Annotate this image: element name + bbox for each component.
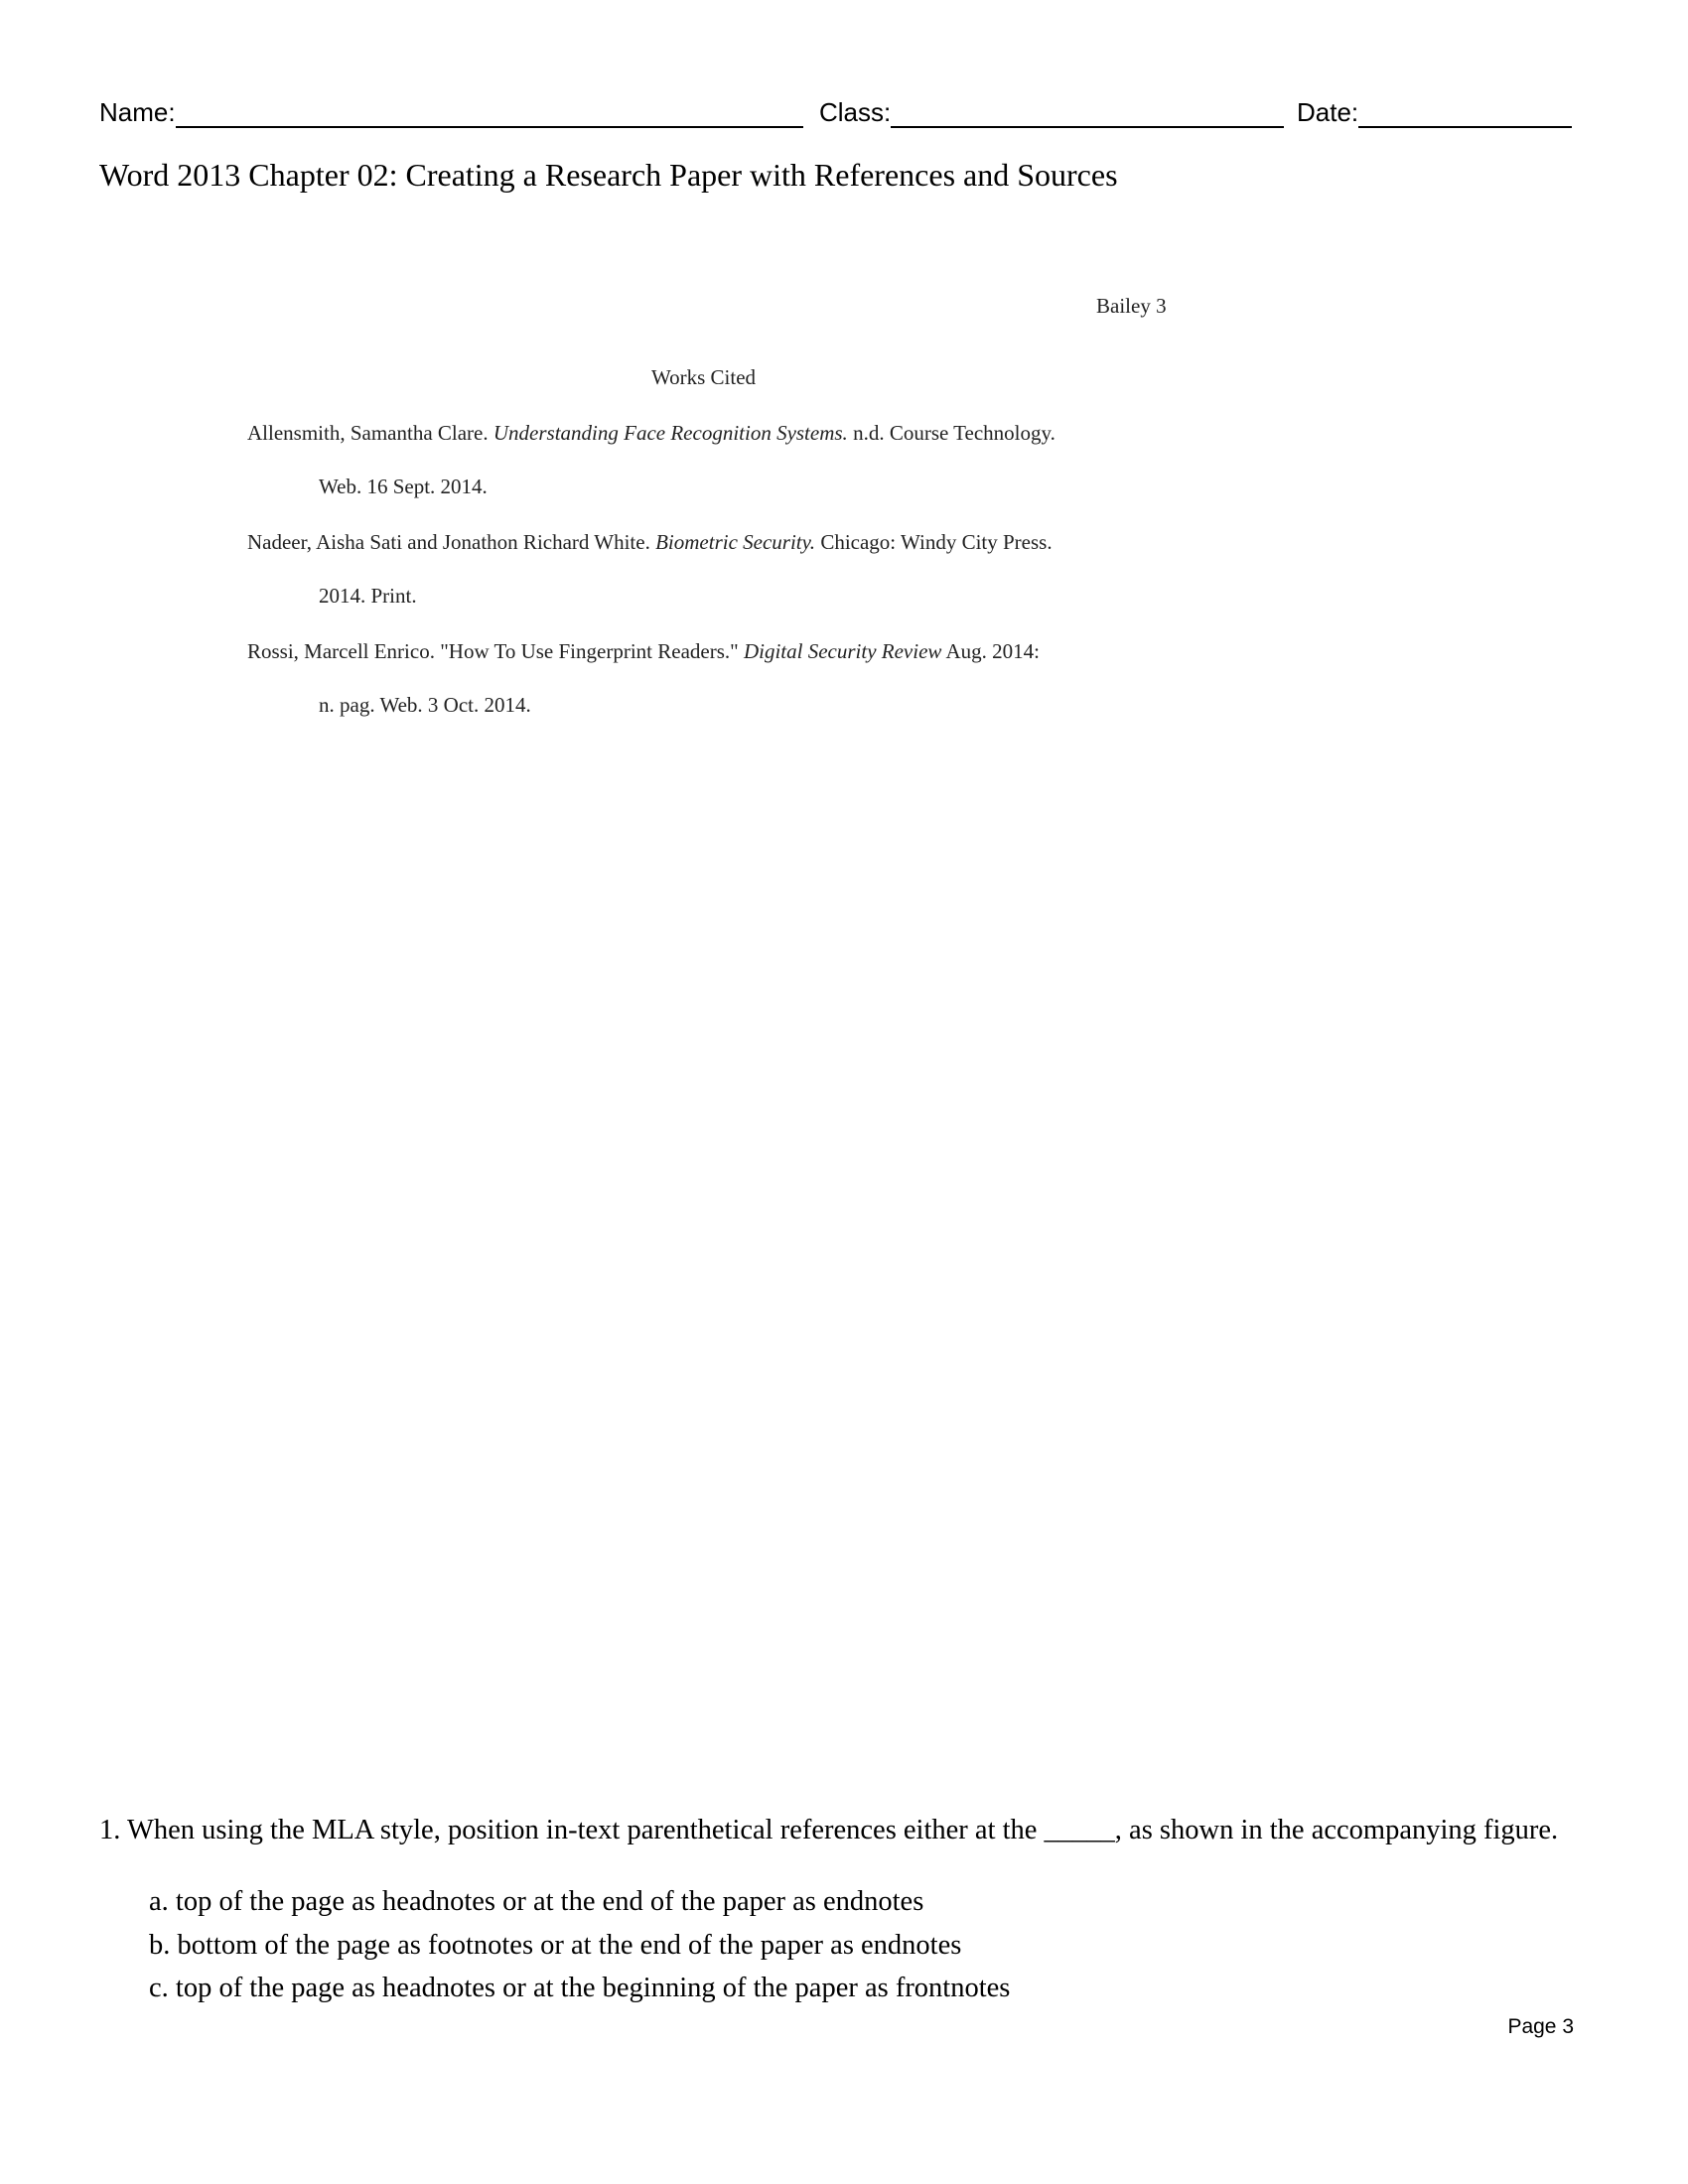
citation-title: Digital Security Review	[743, 639, 942, 663]
class-blank[interactable]	[891, 100, 1284, 128]
date-field[interactable]	[1297, 97, 1572, 128]
option-c[interactable]: c. top of the page as headnotes or at the beginning of the paper as frontnotes	[149, 1973, 1011, 2003]
citation-2-line2: 2014. Print.	[319, 584, 417, 608]
citation-text: Rossi, Marcell Enrico. "How To Use Fingerprint Readers."	[247, 639, 744, 663]
citation-title: Understanding Face Recognition Systems.	[492, 421, 848, 445]
page-number: Page 3	[1507, 2015, 1574, 2038]
name-blank[interactable]	[176, 100, 803, 128]
citation-3-line1	[247, 639, 1040, 664]
date-blank[interactable]	[1358, 100, 1572, 128]
citation-text: Aug. 2014:	[941, 639, 1040, 663]
date-label: Date:	[1297, 97, 1359, 127]
citation-text: Chicago: Windy City Press.	[815, 530, 1053, 554]
running-head: Bailey 3	[1096, 294, 1167, 318]
question-text: 1. When using the MLA style, position in-text parenthetical references either at the _____, as shown in the accompanying figure.	[99, 1815, 1559, 1845]
option-b[interactable]: b. bottom of the page as footnotes or at the end of the paper as endnotes	[149, 1930, 962, 1961]
name-field[interactable]	[99, 97, 803, 128]
citation-1-line1	[247, 421, 1055, 446]
citation-text: n.d. Course Technology.	[847, 421, 1055, 445]
class-field[interactable]	[819, 97, 1284, 128]
option-a[interactable]: a. top of the page as headnotes or at the end of the paper as endnotes	[149, 1886, 924, 1917]
class-label: Class:	[819, 97, 892, 127]
citation-text: Nadeer, Aisha Sati and Jonathon Richard White.	[247, 530, 656, 554]
citation-title: Biometric Security.	[655, 530, 816, 554]
citation-3-line2: n. pag. Web. 3 Oct. 2014.	[319, 693, 531, 717]
works-cited-heading: Works Cited	[651, 365, 757, 389]
citation-2-line1	[247, 530, 1053, 555]
citation-text: Allensmith, Samantha Clare.	[247, 421, 493, 445]
name-label: Name:	[99, 97, 176, 127]
citation-1-line2: Web. 16 Sept. 2014.	[319, 475, 488, 498]
page-title: Word 2013 Chapter 02: Creating a Research Paper with References and Sources	[99, 157, 1118, 193]
